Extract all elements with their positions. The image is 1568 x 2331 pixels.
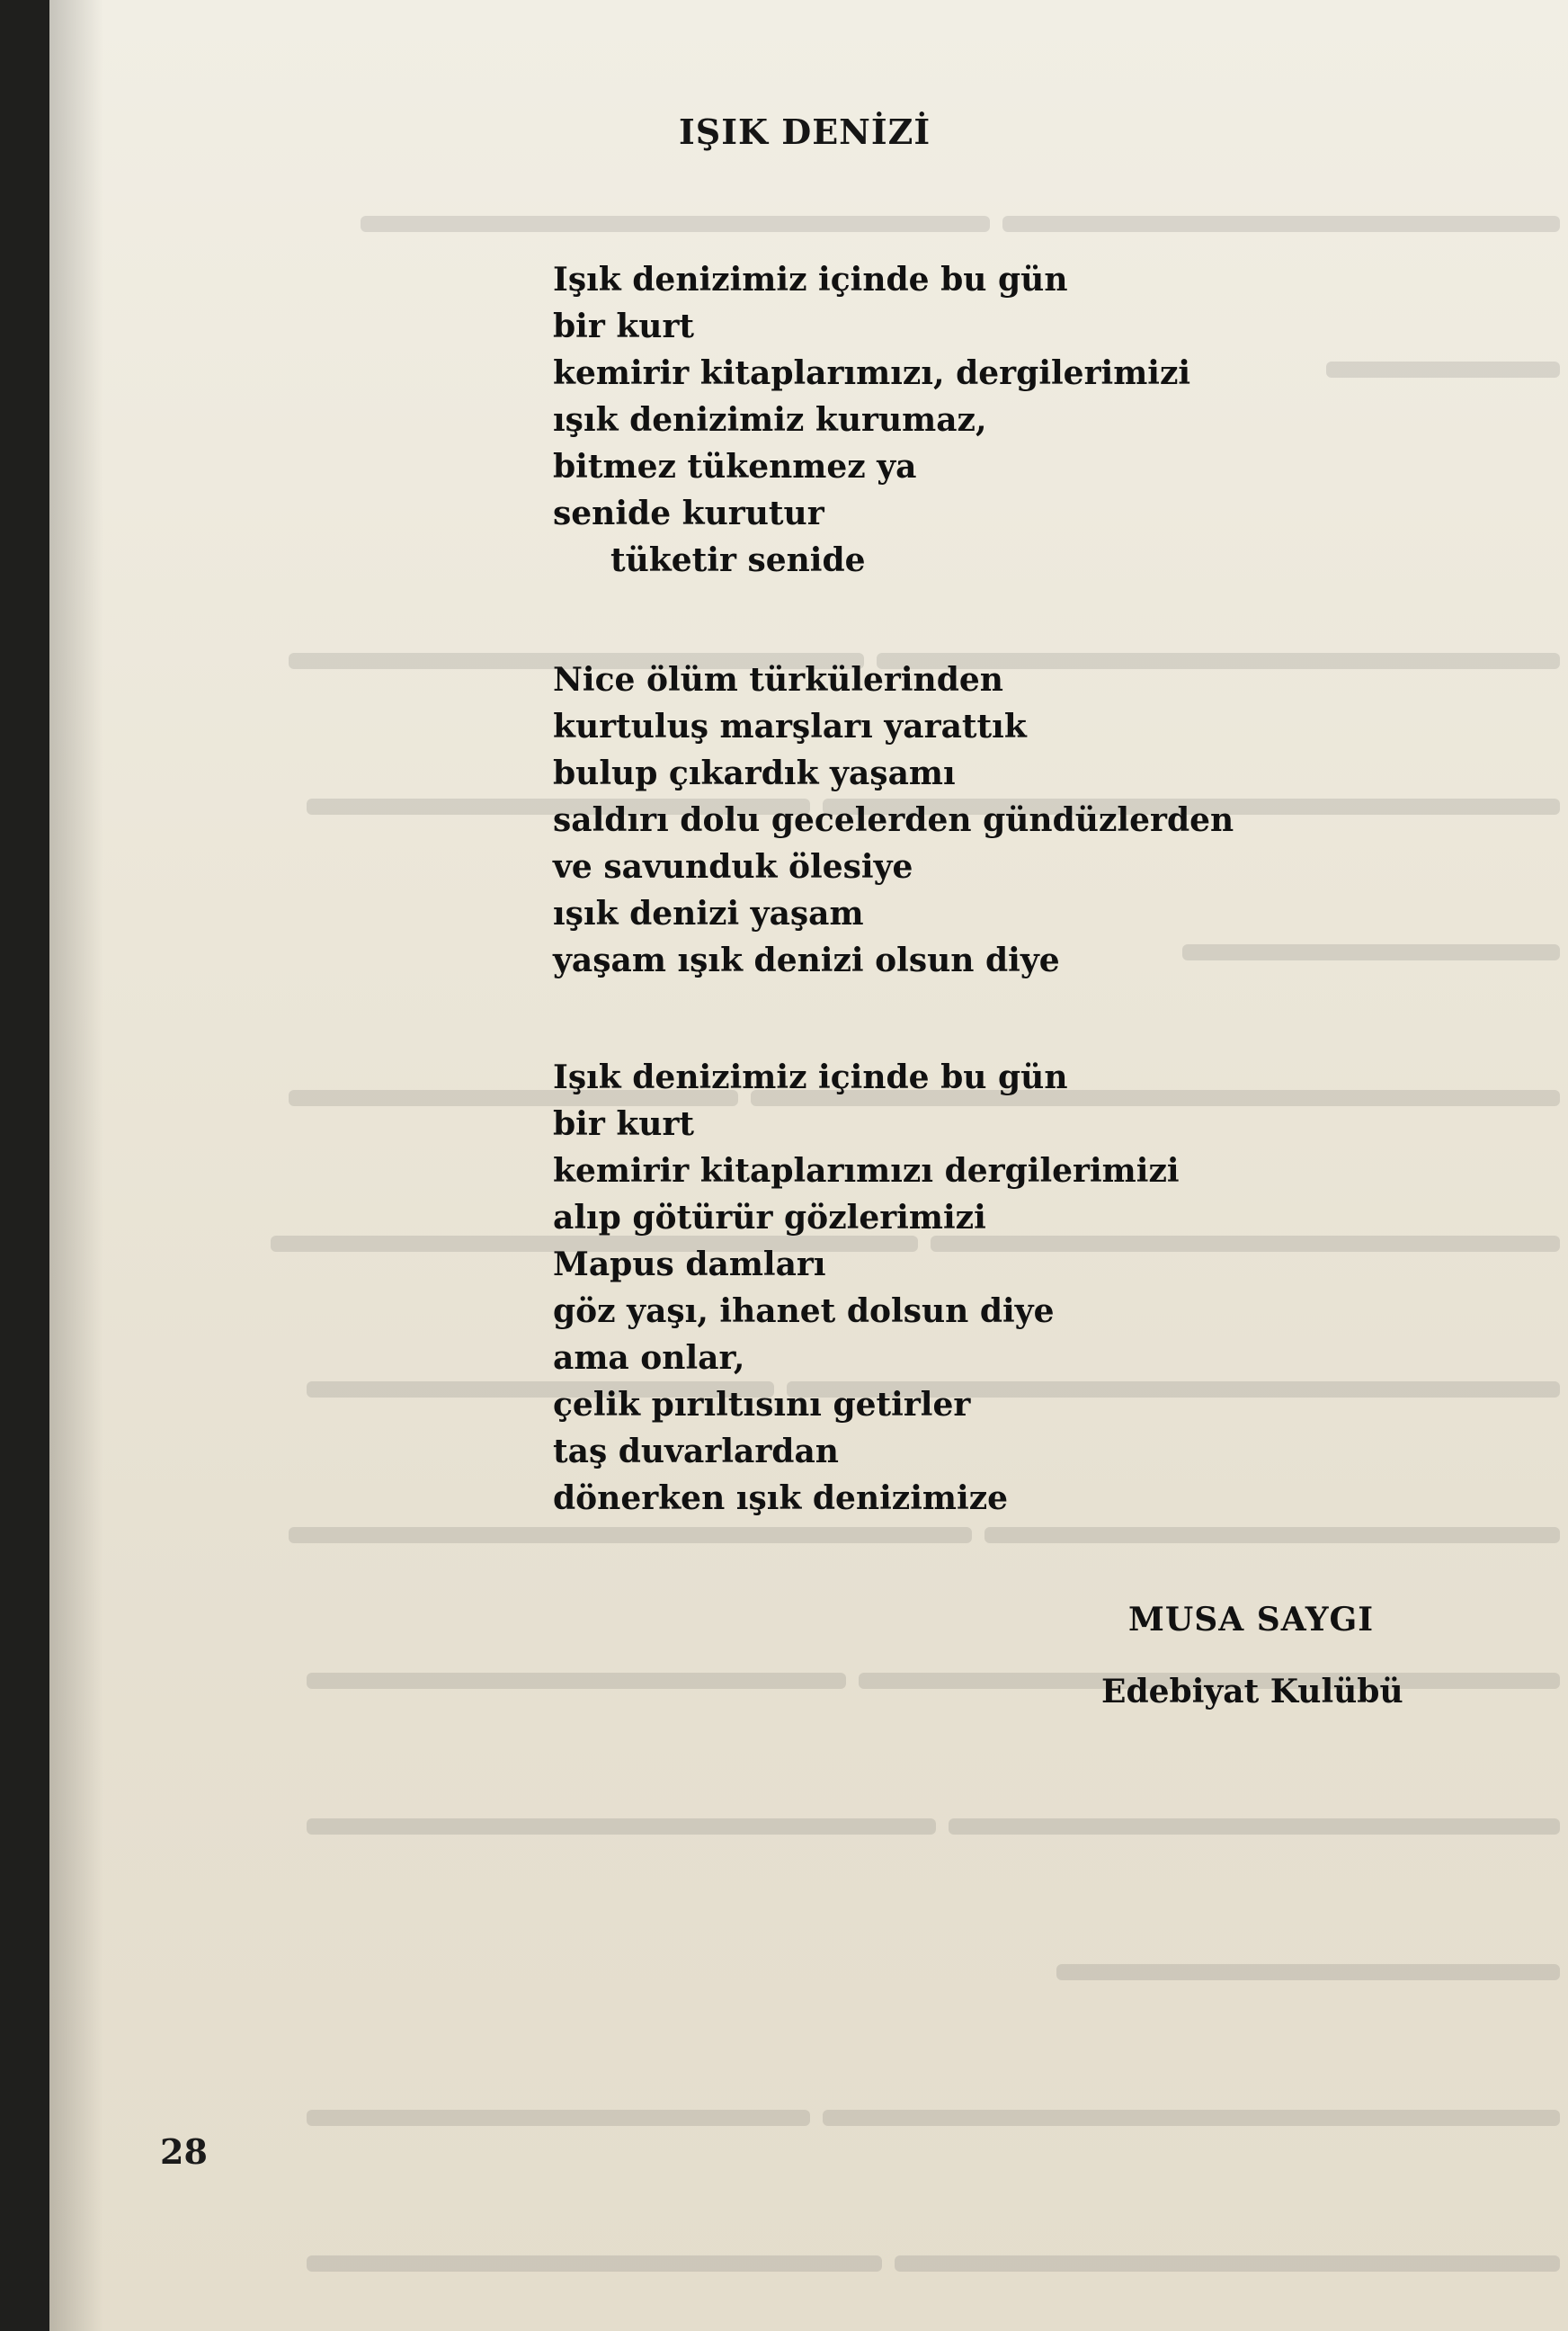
poem-line: çelik pırıltısını getirler (553, 1386, 971, 1424)
poem-line: ama onlar, (553, 1339, 745, 1377)
poem-line: taş duvarlardan (553, 1433, 839, 1470)
poem-line: bir kurt (553, 1105, 695, 1143)
poem-line: bitmez tükenmez ya (553, 448, 917, 486)
poem-line: kemirir kitaplarımızı dergilerimizi (553, 1152, 1180, 1190)
page-number: 28 (160, 2131, 208, 2172)
poem-line: tüketir senide (610, 541, 866, 579)
book-page (49, 0, 1568, 2331)
poem-line: kemirir kitaplarımızı, dergilerimizi (553, 354, 1191, 392)
poem-stanza-3 (553, 1054, 1180, 1522)
poem-line: alıp götürür gözlerimizi (553, 1199, 986, 1237)
author-name: MUSA SAYGI (1128, 1601, 1375, 1639)
poem-line: bir kurt (553, 308, 695, 345)
poem-line: saldırı dolu gecelerden gündüzlerden (553, 801, 1234, 839)
poem-line: kurtuluş marşları yarattık (553, 708, 1027, 746)
poem-title: IŞIK DENİZİ (679, 112, 931, 152)
poem-line: Işık denizimiz içinde bu gün (553, 261, 1068, 299)
poem-line: bulup çıkardık yaşamı (553, 755, 956, 792)
poem-stanza-2 (553, 656, 1234, 984)
poem-line: ışık denizi yaşam (553, 895, 864, 933)
poem-line: Nice ölüm türkülerinden (553, 661, 1003, 699)
poem-line: ışık denizimiz kurumaz, (553, 401, 987, 439)
poem-line: yaşam ışık denizi olsun diye (553, 942, 1060, 979)
poem-line: Mapus damları (553, 1246, 826, 1283)
poem-line: ve savunduk ölesiye (553, 848, 913, 886)
poem-line: senide kurutur (553, 495, 824, 532)
author-affiliation: Edebiyat Kulübü (1101, 1673, 1403, 1710)
poem-line: Işık denizimiz içinde bu gün (553, 1058, 1068, 1096)
poem-line: dönerken ışık denizimize (553, 1479, 1009, 1517)
poem-line: göz yaşı, ihanet dolsun diye (553, 1292, 1055, 1330)
poem-stanza-1 (553, 256, 1190, 584)
